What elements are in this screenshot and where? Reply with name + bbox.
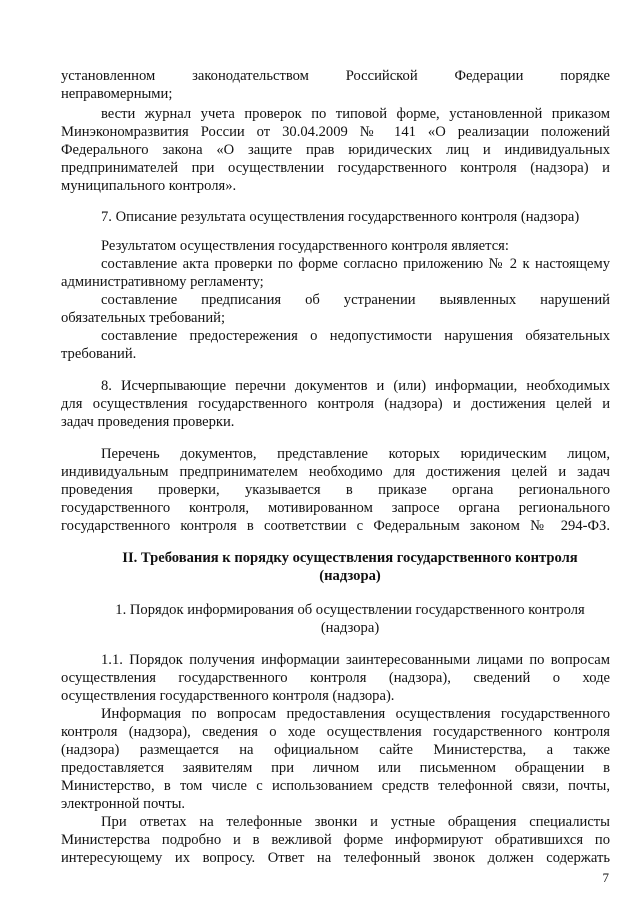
chapter-heading-continuation: (надзора)	[319, 568, 381, 584]
text-line: государственного контроля в соответствии с Федеральным законом № 294-ФЗ.	[61, 518, 610, 534]
text-line: обязательных требований;	[61, 310, 226, 326]
text-line: Министерство, в том числе с использованием средств телефонной связи, почты,	[61, 778, 610, 794]
text-line: осуществления государственного контроля (надзора), сведений о ходе	[61, 670, 610, 686]
text-line: Перечень документов, представление которых юридическим лицом,	[101, 446, 610, 462]
text-line: для осуществления государственного контроля (надзора) и достижения целей и	[61, 396, 610, 412]
text-line: интересующему их вопросу. Ответ на телефонный звонок должен содержать	[61, 850, 610, 866]
text-line: неправомерными;	[61, 86, 173, 102]
text-line: требований.	[61, 346, 137, 362]
text-line: установленном законодательством Российской Федерации порядке	[61, 68, 610, 84]
text-line: задач проведения проверки.	[61, 414, 235, 430]
chapter-heading: II. Требования к порядку осуществления государственного контроля	[122, 550, 578, 566]
text-line: контроля (надзора), сведения о ходе осуществления государственного контроля	[61, 724, 610, 740]
text-line: предпринимателей при осуществлении государственного контроля (надзора) и	[61, 160, 610, 176]
section-heading: 7. Описание результата осуществления государственного контроля (надзора)	[101, 209, 580, 225]
text-line: Министерства подробно и в вежливой форме информируют обратившихся по	[61, 832, 610, 848]
text-line: составление акта проверки по форме согласно приложению № 2 к настоящему	[101, 256, 610, 272]
subsection-heading: 1. Порядок информирования об осуществлении государственного контроля	[115, 602, 585, 618]
text-line: индивидуальным предпринимателем необходимо для достижения целей и задач	[61, 464, 610, 480]
text-line: Результатом осуществления государственного контроля является:	[101, 238, 509, 254]
text-line: электронной почты.	[61, 796, 186, 812]
text-line: административному регламенту;	[61, 274, 264, 290]
text-line: При ответах на телефонные звонки и устные обращения специалисты	[101, 814, 610, 830]
text-line: Информация по вопросам предоставления осуществления государственного	[101, 706, 610, 722]
page-number: 7	[602, 870, 609, 885]
text-line: осуществления государственного контроля (надзора).	[61, 688, 395, 704]
text-line: составление предостережения о недопустимости нарушения обязательных	[101, 328, 610, 344]
section-heading: 8. Исчерпывающие перечни документов и (или) информации, необходимых	[101, 378, 610, 394]
text-line: государственного контроля, мотивированном запросе органа регионального	[61, 500, 610, 516]
text-line: муниципального контроля».	[61, 178, 237, 194]
text-line: (надзора) размещается на официальном сайте Министерства, а также	[61, 742, 610, 758]
text-line: составление предписания об устранении выявленных нарушений	[101, 292, 610, 308]
text-line: Минэкономразвития России от 30.04.2009 № 141 «О реализации положений	[61, 124, 610, 140]
text-line: Федерального закона «О защите прав юридических лиц и индивидуальных	[61, 142, 610, 158]
text-line: вести журнал учета проверок по типовой форме, установленной приказом	[101, 106, 610, 122]
text-line: 1.1. Порядок получения информации заинтересованными лицами по вопросам	[101, 652, 610, 668]
text-line: проведения проверки, указывается в приказе органа регионального	[61, 482, 610, 498]
subsection-heading-continuation: (надзора)	[320, 620, 380, 636]
text-line: предоставляется заявителям при личном или письменном обращении в	[61, 760, 610, 776]
